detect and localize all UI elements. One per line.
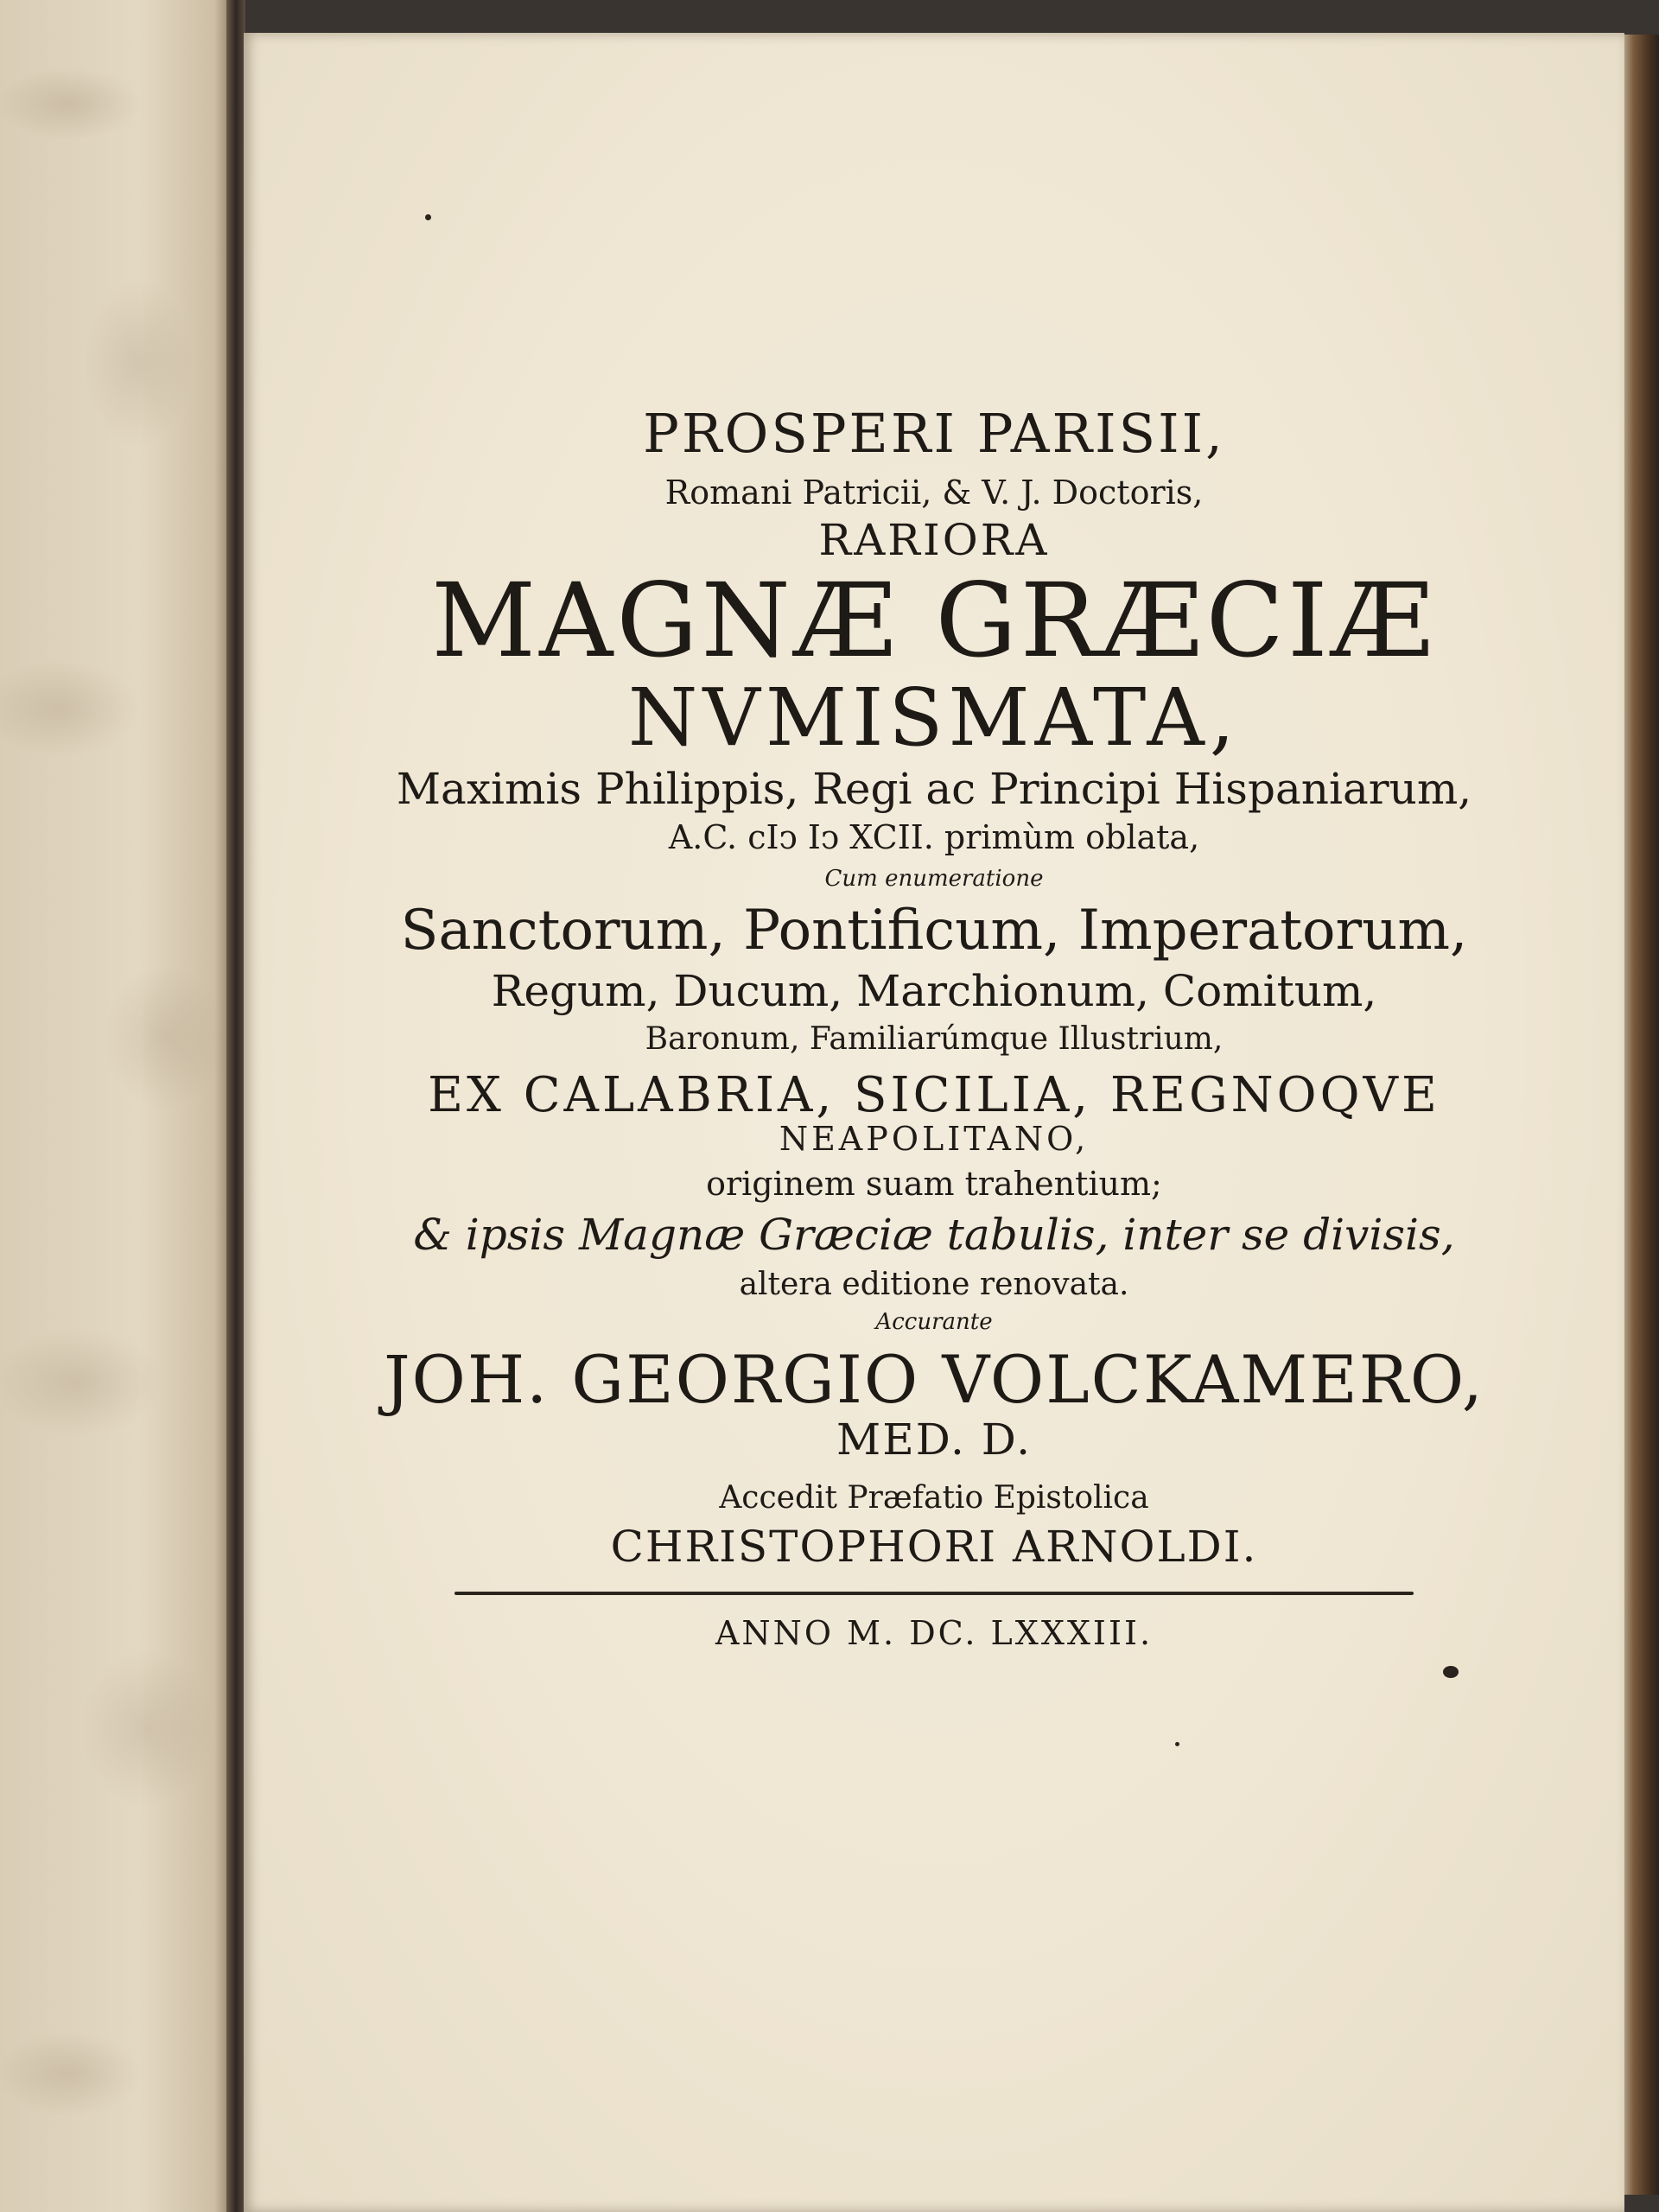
main-title-numismata: NVMISMATA, bbox=[627, 671, 1241, 764]
ipsis-line: & ipsis Magnæ Græciæ tabulis, inter se divisis, bbox=[413, 1209, 1455, 1260]
cum-enumeratione-line: Cum enumeratione bbox=[824, 866, 1044, 893]
neapolitano-line: NEAPOLITANO, bbox=[779, 1120, 1090, 1159]
marbled-endpaper bbox=[0, 0, 233, 2212]
preface-author: CHRISTOPHORI ARNOLDI. bbox=[610, 1522, 1258, 1573]
ex-calabria-line: EX CALABRIA, SICILIA, REGNOQVE bbox=[428, 1066, 1440, 1123]
regum-line: Regum, Ducum, Marchionum, Comitum, bbox=[491, 966, 1377, 1017]
editor-degree: MED. D. bbox=[836, 1414, 1032, 1465]
title-page bbox=[244, 33, 1624, 2212]
accurante-line: Accurante bbox=[875, 1309, 993, 1336]
ink-speck bbox=[425, 214, 431, 220]
ink-speck bbox=[1175, 1742, 1179, 1746]
ink-speck bbox=[1443, 1666, 1459, 1678]
originem-line: originem suam trahentium; bbox=[706, 1165, 1162, 1203]
main-title-magnae-graeciae: MAGNÆ GRÆCIÆ bbox=[431, 560, 1437, 680]
horizontal-rule bbox=[454, 1592, 1414, 1595]
publication-year: ANNO M. DC. LXXXIII. bbox=[715, 1614, 1154, 1653]
sanctorum-line: Sanctorum, Pontificum, Imperatorum, bbox=[400, 898, 1468, 963]
editor-name: JOH. GEORGIO VOLCKAMERO, bbox=[384, 1340, 1484, 1418]
author-name: PROSPERI PARISII, bbox=[643, 402, 1225, 465]
accedit-line: Accedit Præfatio Epistolica bbox=[719, 1479, 1149, 1516]
book-gutter bbox=[226, 0, 245, 2212]
title-text-block bbox=[244, 404, 1624, 1652]
author-title: Romani Patricii, & V. J. Doctoris, bbox=[664, 474, 1204, 512]
rariora-heading: RARIORA bbox=[818, 514, 1050, 565]
date-offered-line: A.C. cIↄ Iↄ XCII. primùm oblata, bbox=[668, 818, 1200, 857]
dedication-line: Maximis Philippis, Regi ac Principi Hispaniarum, bbox=[396, 764, 1472, 815]
baronum-line: Baronum, Familiarúmque Illustrium, bbox=[645, 1021, 1224, 1058]
page-fore-edge bbox=[1623, 35, 1659, 2195]
altera-editione-line: altera editione renovata. bbox=[739, 1266, 1129, 1302]
